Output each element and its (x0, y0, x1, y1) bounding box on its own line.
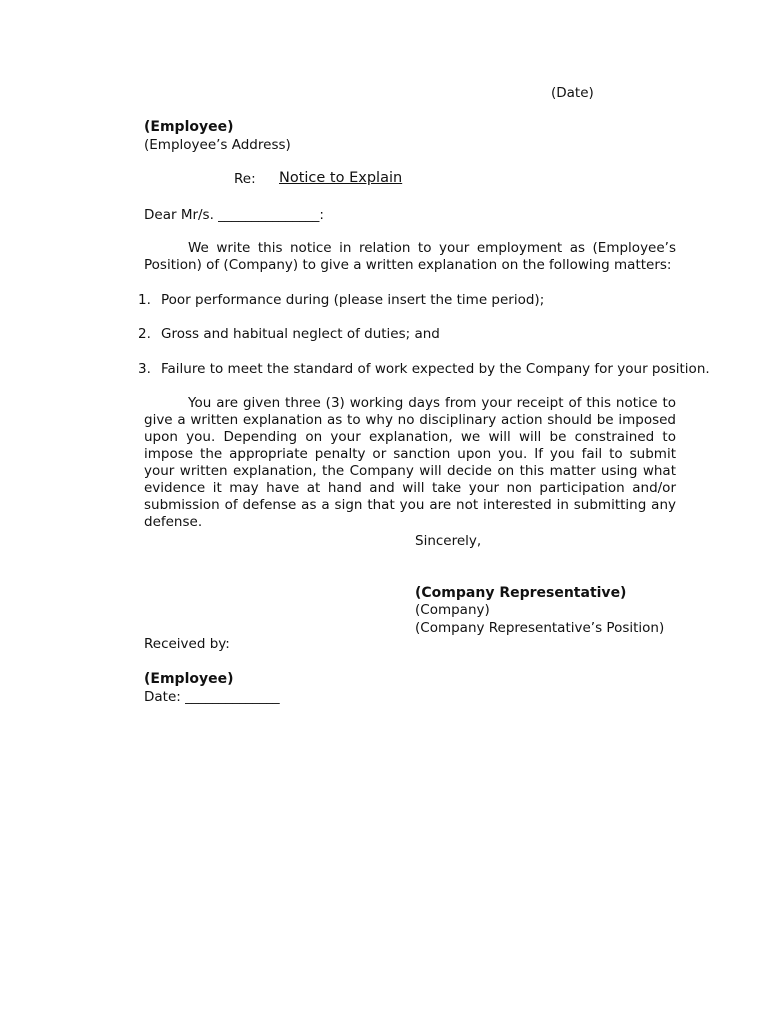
subject-line: Notice to Explain (279, 170, 403, 186)
closing: Sincerely, (415, 533, 482, 549)
matter-number: 3. (138, 361, 151, 377)
matter-item (138, 292, 544, 309)
matter-number: 1. (138, 292, 151, 308)
signatory-company: (Company) (415, 602, 490, 618)
recipient-address: (Employee’s Address) (144, 137, 291, 153)
instruction-paragraph-text: You are given three (3) working days from your receipt of this notice to give a written explanation as to why no disciplinary action should be imposed upon you. Depending on your explanation, we will will be constrained to impose the appropriate penalty or sanction upon you. If you fail to submit your written explanation, the Company will decide on this matter using what evidence it may have at hand and will take your non participation and/or submission of defense as a sign that you are not interested in submitting any defense. (144, 395, 676, 530)
signatory-position: (Company Representative’s Position) (415, 620, 665, 636)
salutation: Dear Mr/s. _______________: (144, 207, 324, 223)
re-label: Re: (234, 171, 256, 187)
signatory-name: (Company Representative) (415, 585, 627, 601)
received-date-line: Date: ______________ (144, 689, 280, 705)
recipient-name: (Employee) (144, 119, 234, 135)
matter-text: Gross and habitual neglect of duties; and (161, 326, 440, 342)
matter-text: Poor performance during (please insert the time period); (161, 292, 545, 308)
received-by-name: (Employee) (144, 671, 234, 687)
intro-paragraph-text: We write this notice in relation to your employment as (Employee’s Position) of (Company) to give a written explanation on the following matters: (144, 240, 676, 273)
matter-item (138, 326, 440, 343)
matter-number: 2. (138, 326, 151, 342)
matter-text: Failure to meet the standard of work expected by the Company for your position. (161, 361, 710, 377)
received-by-label: Received by: (144, 636, 230, 652)
instruction-paragraph (144, 395, 676, 531)
matter-item (138, 361, 710, 378)
intro-paragraph (144, 240, 676, 274)
letter-date: (Date) (551, 85, 594, 101)
